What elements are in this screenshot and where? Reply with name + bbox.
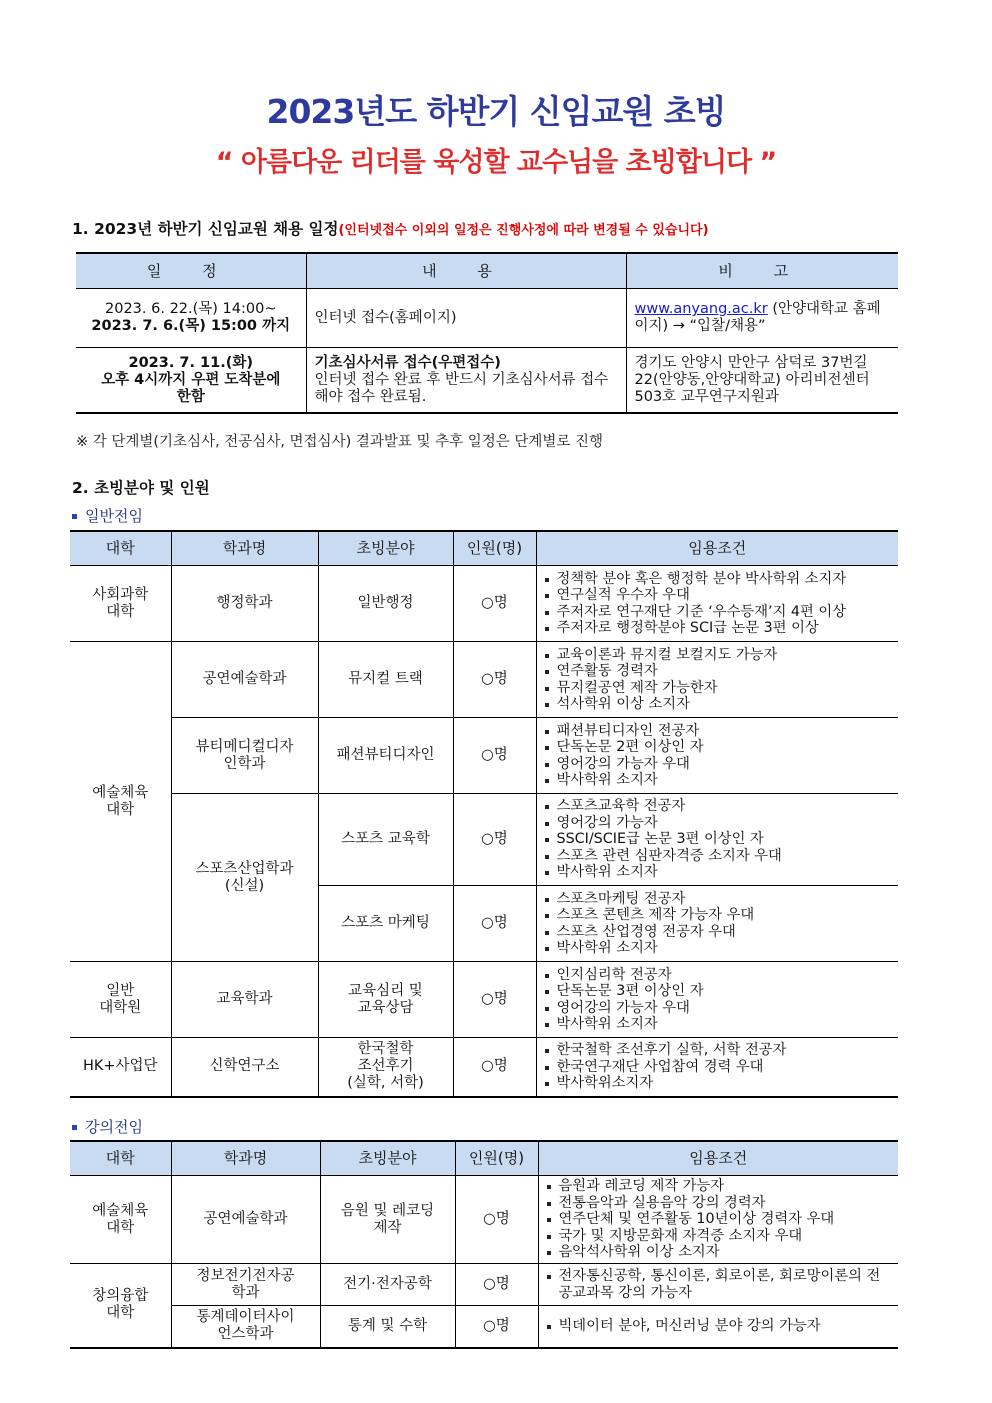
header-count: 인원(명) [453,531,536,566]
conditions-cell [538,1264,898,1306]
conditions-cell [538,1176,898,1264]
section1-heading-note: (인터넷접수 이외의 일정은 진행사정에 따라 변경될 수 있습니다) [338,223,709,238]
condition-item: 박사학위소지자 [543,1075,895,1092]
schedule-header-date: 일 정 [76,253,306,289]
dept-name: 공연예술학과 [202,671,287,687]
count-cell: ○명 [455,1264,538,1306]
table-row [70,1264,898,1306]
condition-item: 스포츠교육학 전공자 [543,798,895,815]
general-subheading [72,505,143,526]
table-row [70,642,898,718]
condition-item: 영어강의 가능자 우대 [543,756,895,773]
field-cell [318,642,453,718]
table-row [70,794,898,886]
conditions-list [545,1318,895,1335]
condition-item: 박사학위 소지자 [543,940,895,957]
dept-cell [171,642,318,718]
count-cell: ○명 [453,718,536,794]
college-cell [70,1264,171,1348]
schedule-date-line: 오후 4시까지 우편 도착분에 [101,371,281,388]
bullet-square-icon [72,1125,77,1130]
condition-item: 정책학 분야 혹은 행정학 분야 박사학위 소지자 [543,571,895,588]
conditions-cell [536,886,898,962]
condition-item: 전자통신공학, 통신이론, 회로이론, 회로망이론의 전공교과목 강의 가능자 [545,1268,895,1301]
dept-name: 정보전기전자공 학과 [196,1267,295,1301]
schedule-date [76,289,306,348]
field-name: 일반행정 [357,595,414,611]
dept-cell [171,1306,320,1348]
lecture-subheading [72,1116,143,1137]
dept-name: 공연예술학과 [203,1211,288,1227]
schedule-content-body: 인터넷 접수 완료 후 반드시 기초심사서류 접수해야 접수 완료됨. [314,371,609,405]
dept-name: 행정학과 [216,595,273,611]
section2-heading: 2. 초빙분야 및 인원 [72,479,210,497]
schedule-header-note: 비 고 [626,253,898,289]
conditions-list [543,647,895,713]
header-dept: 학과명 [171,1141,320,1176]
general-header-row [70,531,898,566]
schedule-header-content: 내 용 [306,253,626,289]
conditions-list [545,1178,895,1261]
condition-item: 박사학위 소지자 [543,772,895,789]
college-cell [70,1038,171,1097]
conditions-list [543,798,895,881]
college-cell [70,962,171,1038]
condition-item: 연주단체 및 연주활동 10년이상 경력자 우대 [545,1211,895,1228]
field-cell [318,718,453,794]
field-cell [320,1176,455,1264]
condition-item: 주저자로 연구재단 기준 ‘우수등재’지 4편 이상 [543,604,895,621]
table-row [70,962,898,1038]
header-conditions: 임용조건 [538,1141,898,1176]
page-subtitle: “ 아름다운 리더를 육성할 교수님을 초빙합니다 ” [215,147,777,178]
condition-item: 주저자로 행정학분야 SCI급 논문 3편 이상 [543,620,895,637]
field-cell [318,962,453,1038]
field-cell [320,1264,455,1306]
condition-item: 연주활동 경력자 [543,663,895,680]
field-name: 교육심리 및 교육상담 [348,982,423,1016]
condition-item: SSCI/SCIE급 논문 3편 이상인 자 [543,831,895,848]
count-cell: ○명 [453,886,536,962]
conditions-list [543,967,895,1033]
condition-item: 영어강의 가능자 우대 [543,1000,895,1017]
schedule-header-row [76,253,898,289]
schedule-row [76,289,898,348]
dept-name: 신학연구소 [209,1058,280,1075]
general-recruit-table [70,530,898,1098]
field-name: 뮤지컬 트랙 [348,671,423,687]
header-field: 초빙분야 [318,531,453,566]
dept-cell [171,718,318,794]
condition-item: 석사학위 이상 소지자 [543,696,895,713]
conditions-list [543,571,895,637]
condition-item: 스포츠 콘텐츠 제작 가능자 우대 [543,907,895,924]
condition-item: 빅데이터 분야, 머신러닝 분야 강의 가능자 [545,1318,895,1335]
field-cell [318,1038,453,1097]
conditions-cell [536,794,898,886]
field-name: 스포츠 마케팅 [341,915,430,931]
count-cell: ○명 [453,642,536,718]
field-name: 한국철학 조선후기 (실학, 서학) [347,1041,424,1092]
dept-cell [171,962,318,1038]
bullet-square-icon [72,514,77,519]
condition-item: 스포츠 산업경영 전공자 우대 [543,924,895,941]
count-cell: ○명 [455,1176,538,1264]
college-name: 예술체육 대학 [92,784,149,818]
field-name: 패션뷰티디자인 [336,747,435,763]
count-cell: ○명 [455,1306,538,1348]
schedule-content-title: 인터넷 접수(홈페이지) [314,309,457,326]
count-cell: ○명 [453,962,536,1038]
condition-item: 단독논문 2편 이상인 자 [543,739,895,756]
dept-cell [171,1176,320,1264]
condition-item: 패션뷰티디자인 전공자 [543,723,895,740]
condition-item: 인지심리학 전공자 [543,967,895,984]
schedule-content [306,289,626,348]
conditions-cell [536,962,898,1038]
schedule-row [76,348,898,414]
schedule-note-text: 경기도 안양시 만안구 삼덕로 37번길22(안양동,안양대학교) 아리비전센터 503호 교무연구지원과 [634,354,870,405]
field-name: 전기·전자공학 [343,1276,432,1292]
college-cell [70,1176,171,1264]
table-row [70,718,898,794]
header-college: 대학 [70,1141,171,1176]
schedule-content [306,348,626,414]
schedule-date-line: 한함 [176,388,205,405]
dept-name: 통계데이터사이 언스학과 [196,1309,295,1343]
field-name: 스포츠 교육학 [341,831,430,847]
lecture-recruit-table [70,1140,898,1349]
header-field: 초빙분야 [320,1141,455,1176]
schedule-note [626,348,898,414]
college-name: 창의융합 대학 [92,1288,149,1322]
schedule-date [76,348,306,414]
page-title: 2023년도 하반기 신임교원 초빙 [266,92,726,131]
schedule-date-line: 2023. 7. 11.(화) [128,354,253,371]
section1-heading-text: 1. 2023년 하반기 신임교원 채용 일정 [72,220,339,238]
condition-item: 스포츠 관련 심판자격증 소지자 우대 [543,848,895,865]
field-cell [318,566,453,642]
college-cell [70,642,171,962]
field-cell [318,886,453,962]
dept-cell [171,794,318,962]
conditions-cell [536,718,898,794]
lecture-header-row [70,1141,898,1176]
conditions-cell [538,1306,898,1348]
header-conditions: 임용조건 [536,531,898,566]
count-cell: ○명 [453,794,536,886]
conditions-list [543,723,895,789]
condition-item: 박사학위 소지자 [543,864,895,881]
condition-item: 교육이론과 뮤지컬 보컬지도 가능자 [543,647,895,664]
conditions-cell [536,642,898,718]
schedule-date-line: 2023. 7. 6.(목) 15:00 까지 [91,318,291,334]
dept-name: 뷰티메디컬디자 인학과 [195,738,294,772]
college-cell [70,566,171,642]
condition-item: 음원과 레코딩 제작 가능자 [545,1178,895,1195]
schedule-note-text: (안양대학교 홈페이지) → “입찰/채용” [634,301,881,334]
conditions-list [543,891,895,957]
field-cell [320,1306,455,1348]
schedule-footnote: ※ 각 단계별(기초심사, 전공심사, 면접심사) 결과발표 및 추후 일정은 단계별로 진행 [76,434,603,450]
college-name: 사회과학 대학 [92,586,149,620]
schedule-content-title: 기초심사서류 접수(우편접수) [314,354,501,371]
dept-cell [171,566,318,642]
condition-item: 연구실적 우수자 우대 [543,587,895,604]
condition-item: 단독논문 3편 이상인 자 [543,983,895,1000]
header-dept: 학과명 [171,531,318,566]
general-label: 일반전임 [85,507,143,525]
homepage-link[interactable]: www.anyang.ac.kr [634,301,768,317]
dept-name: 스포츠산업학과 (신설) [195,860,294,894]
condition-item: 박사학위 소지자 [543,1016,895,1033]
schedule-table [76,252,898,414]
condition-item: 영어강의 가능자 [543,815,895,832]
condition-item: 스포츠마케팅 전공자 [543,891,895,908]
table-row [70,1306,898,1348]
schedule-note [626,289,898,348]
header-count: 인원(명) [455,1141,538,1176]
schedule-date-line: 2023. 6. 22.(목) 14:00~ [105,301,277,317]
section1-heading [72,217,709,239]
college-name: 일반 대학원 [99,982,142,1016]
college-name: 예술체육 대학 [92,1202,149,1236]
condition-item: 뮤지컬공연 제작 가능한자 [543,680,895,697]
field-name: 통계 및 수학 [347,1317,428,1334]
dept-cell [171,1038,318,1097]
dept-cell [171,1264,320,1306]
condition-item: 음악석사학위 이상 소지자 [545,1244,895,1261]
dept-name: 교육학과 [216,991,273,1007]
college-name: HK+사업단 [82,1058,158,1075]
conditions-list [543,1042,895,1092]
conditions-cell [536,566,898,642]
table-row [70,1176,898,1264]
condition-item: 한국연구재단 사업참여 경력 우대 [543,1059,895,1076]
condition-item: 한국철학 조선후기 실학, 서학 전공자 [543,1042,895,1059]
lecture-label: 강의전임 [85,1118,143,1136]
field-cell [318,794,453,886]
count-cell: ○명 [453,1038,536,1097]
field-name: 음원 및 레코딩 제작 [340,1202,435,1236]
condition-item: 전통음악과 실용음악 강의 경력자 [545,1195,895,1212]
count-cell: ○명 [453,566,536,642]
table-row [70,566,898,642]
table-row [70,1038,898,1097]
condition-item: 국가 및 지방문화재 자격증 소지자 우대 [545,1228,895,1245]
header-college: 대학 [70,531,171,566]
conditions-list [545,1268,895,1301]
conditions-cell [536,1038,898,1097]
